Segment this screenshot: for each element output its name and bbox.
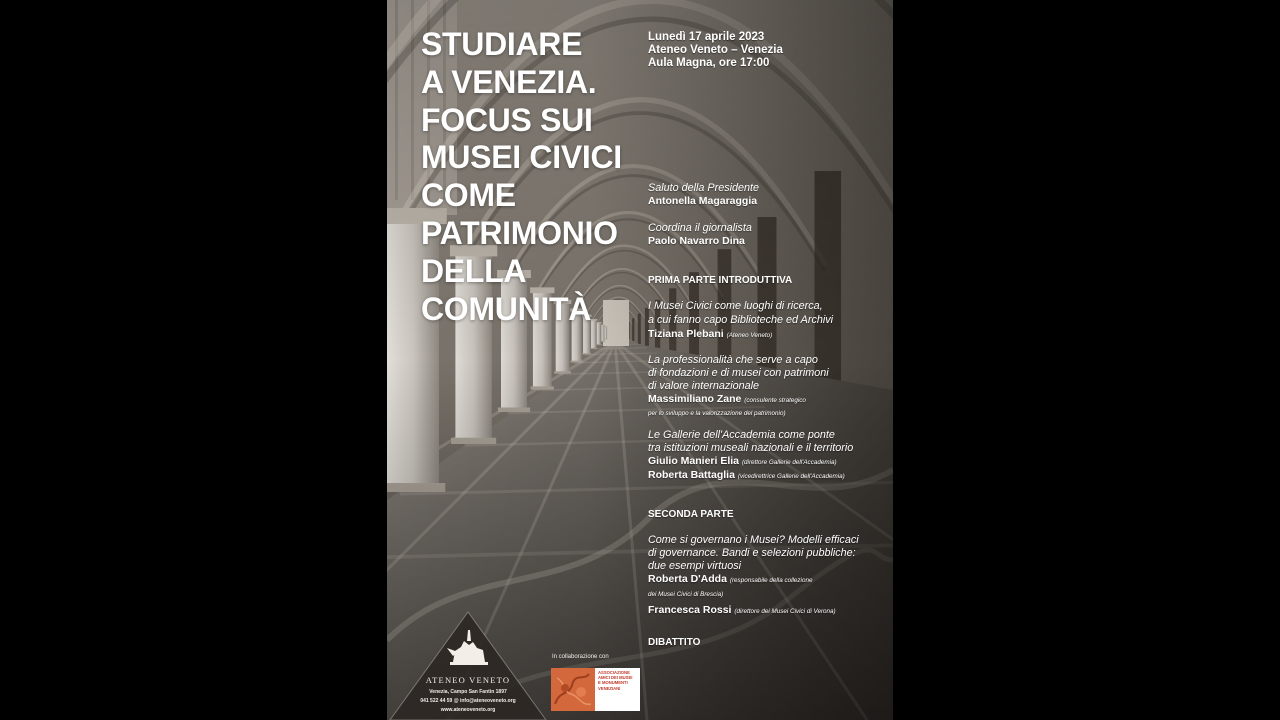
partner-relief-icon	[551, 668, 595, 711]
title-line: A VENEZIA.	[421, 63, 597, 100]
poster-title	[421, 26, 622, 328]
partner-name-line: ASSOCIAZIONE	[598, 670, 630, 675]
greeting-role: Saluto della Presidente	[648, 181, 760, 194]
organizer-address: Venezia, Campo San Fantin 1897	[429, 689, 507, 695]
speaker-line	[648, 604, 890, 618]
speaker-affiliation: (direttore Gallerie dell'Accademia)	[741, 459, 837, 467]
speaker-affiliation: (vicedirettrice Gallerie dell'Accademia)	[737, 473, 845, 481]
closing-block	[648, 636, 890, 649]
speaker-name: Giulio Manieri Elia	[648, 455, 740, 468]
collaboration-label: In collaborazione con	[552, 654, 609, 660]
organizer-contact: 041 522 44 59 @ info@ateneoveneto.org	[420, 698, 516, 704]
moderator-block	[648, 222, 890, 248]
speaker-name: Massimiliano Zane	[648, 392, 742, 405]
title-line: FOCUS SUI	[421, 101, 593, 138]
title-line: PATRIMONIO	[421, 214, 618, 251]
speaker-affiliation-continued: dei Musei Civici di Brescia)	[648, 590, 724, 598]
title-line: MUSEI CIVICI	[421, 139, 622, 176]
title-line: STUDIARE	[421, 26, 583, 62]
talk-topic-line: Le Gallerie dell'Accademia come ponte	[648, 428, 835, 441]
talk-topic-line: di fondazioni e di musei con patrimoni	[648, 366, 829, 379]
partner-name-line: E MONUMENTI	[598, 680, 628, 686]
speaker-name: Roberta Battaglia	[648, 469, 735, 482]
greeting-name: Antonella Magaraggia	[648, 194, 758, 207]
event-venue: Ateneo Veneto – Venezia	[648, 43, 783, 56]
talk-topic-line: tra istituzioni museali nazionali e il territorio	[648, 441, 854, 454]
event-details	[648, 31, 890, 70]
greeting-block	[648, 182, 890, 208]
talk-topic-line: Come si governano i Musei? Modelli efficaci	[648, 533, 859, 546]
title-line: COME	[421, 177, 516, 214]
part-two-heading: SECONDA PARTE	[648, 508, 734, 520]
event-room-time: Aula Magna, ore 17:00	[648, 56, 770, 69]
talk-topic-line: di valore internazionale	[648, 379, 760, 392]
part-one-heading-block	[648, 274, 890, 287]
speaker-name: Tiziana Plebani	[648, 328, 724, 340]
title-line: DELLA	[421, 252, 527, 289]
title-line: COMUNITÀ	[421, 290, 592, 327]
organizer-logo-text: ATENEO VENETO	[425, 675, 511, 685]
talk-topic-line: I Musei Civici come luoghi di ricerca,	[648, 300, 823, 312]
talk-block	[648, 534, 890, 619]
speaker-affiliation: (consulente strategico	[744, 396, 806, 404]
partner-name-line: AMICI DEI MUSEI	[598, 675, 633, 681]
talk-topic-line: a cui fanno capo Biblioteche ed Archivi	[648, 314, 834, 326]
talk-block	[648, 354, 890, 420]
talk-block	[648, 299, 890, 343]
talk-topic-line: La professionalità che serve a capo	[648, 353, 818, 366]
speaker-name: Francesca Rossi	[648, 603, 732, 616]
speaker-line	[648, 573, 890, 587]
speaker-affiliation: (direttore dei Musei Civici di Verona)	[734, 607, 836, 615]
speaker-line	[648, 327, 890, 343]
talk-block	[648, 429, 890, 484]
partner-name-line: VENEZIANI	[598, 685, 621, 691]
organizer-website: www.ateneoveneto.org	[440, 707, 496, 713]
talk-topic-line: due esempi virtuosi	[648, 560, 742, 573]
speaker-affiliation: (responsabile della collezione	[729, 577, 813, 585]
speaker-line	[648, 393, 890, 407]
speaker-name: Roberta D'Adda	[648, 573, 727, 586]
talk-topic-line: di governance. Bandi e selezioni pubbliche:	[648, 546, 856, 559]
partner-name	[598, 670, 639, 691]
event-date: Lunedì 17 aprile 2023	[648, 30, 765, 43]
closing-heading: DIBATTITO	[648, 636, 701, 648]
speaker-affiliation-continued: per lo sviluppo e la valorizzazione del patrimonio)	[648, 409, 786, 417]
moderator-name: Paolo Navarro Dina	[648, 234, 745, 247]
part-two-heading-block	[648, 508, 890, 521]
event-poster	[387, 0, 893, 720]
partner-logo	[551, 668, 640, 711]
moderator-role: Coordina il giornalista	[648, 221, 752, 234]
part-one-heading: PRIMA PARTE INTRODUTTIVA	[648, 274, 793, 286]
speaker-line	[648, 469, 890, 483]
speaker-affiliation: (Ateneo Veneto)	[726, 332, 773, 339]
speaker-line	[648, 455, 890, 469]
